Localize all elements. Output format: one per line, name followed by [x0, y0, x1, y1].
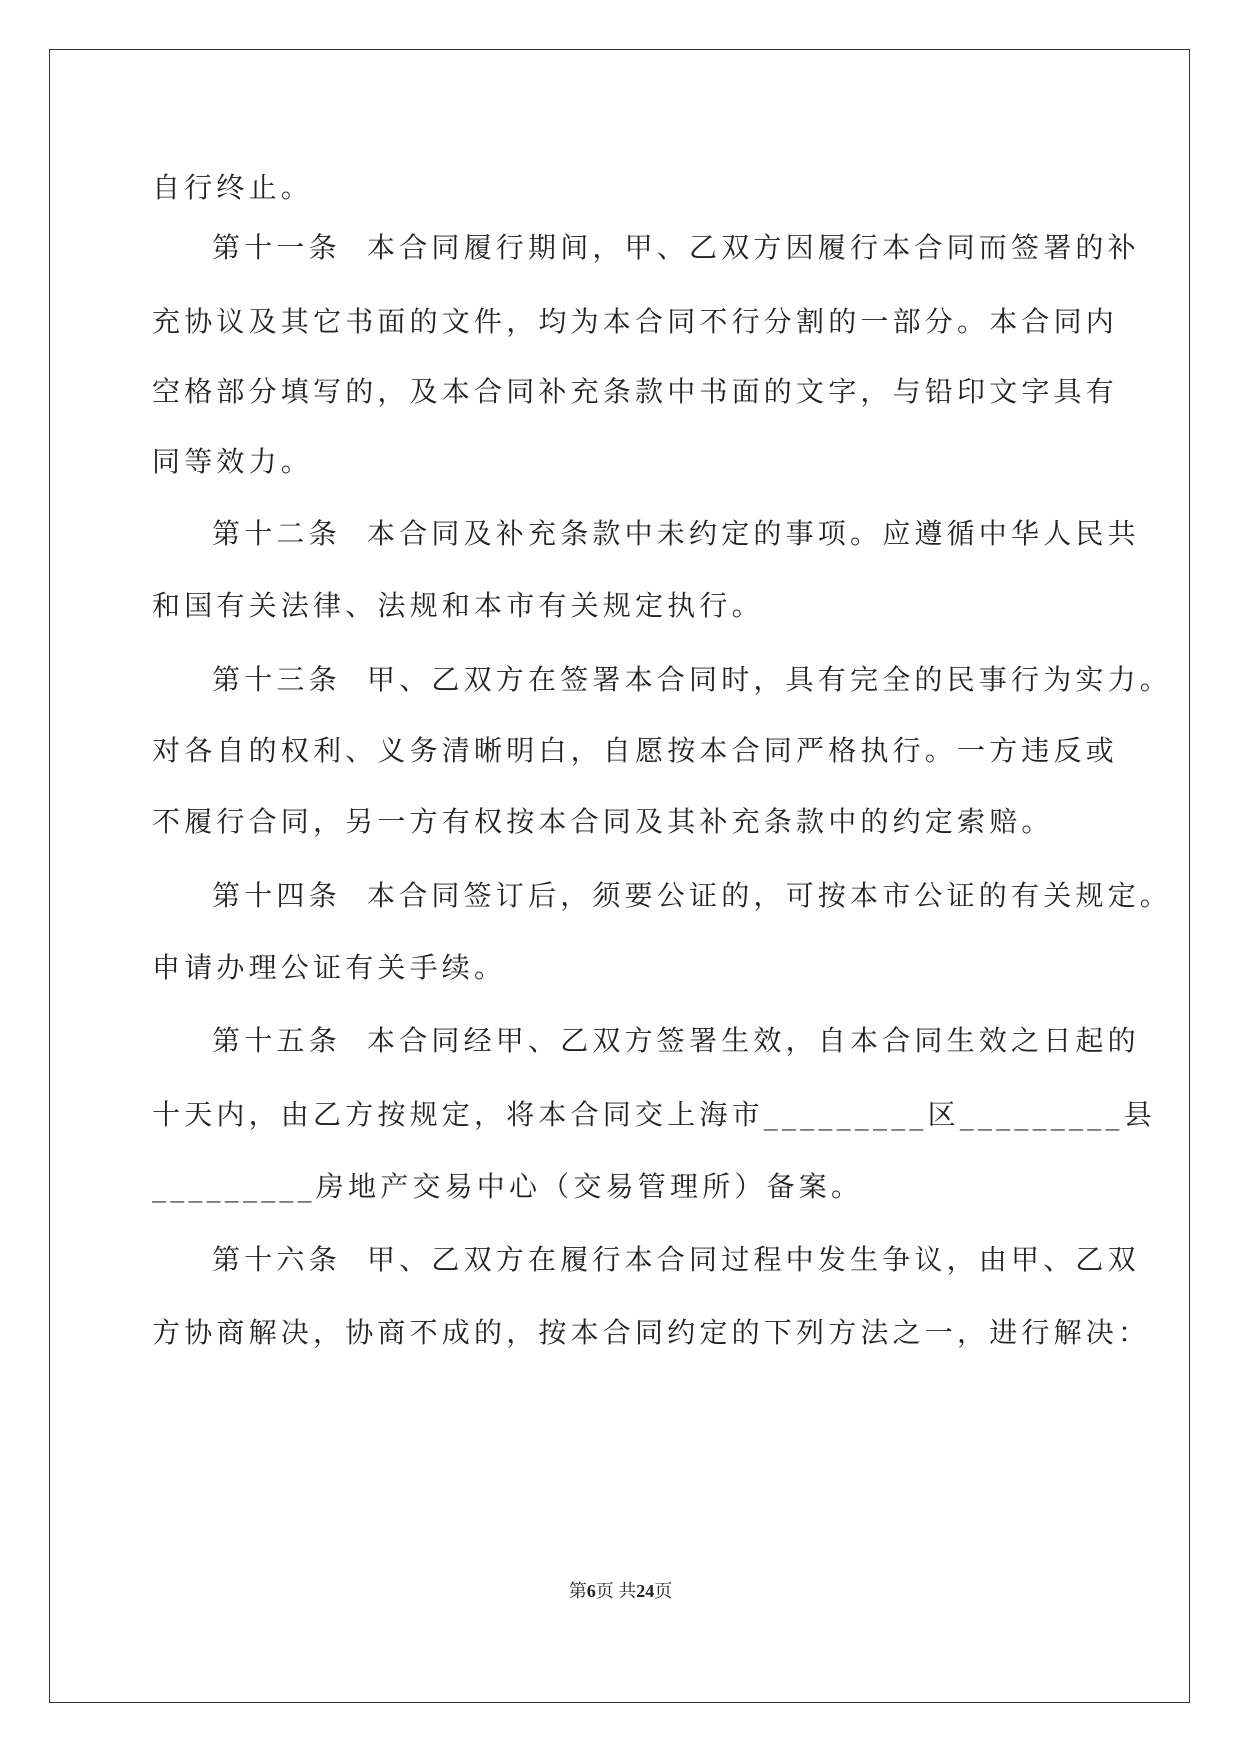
body-text-line: 十天内，由乙方按规定，将本合同交上海市_________区_________县 [152, 1098, 1156, 1131]
body-text-line: 方协商解决，协商不成的，按本合同约定的下列方法之一，进行解决： [152, 1316, 1151, 1349]
footer-prefix: 第 [568, 1581, 587, 1601]
body-text-line: 不履行合同，另一方有权按本合同及其补充条款中的约定索赔。 [152, 805, 1054, 838]
article-16-first-line: 第十六条 甲、乙双方在履行本合同过程中发生争议，由甲、乙双 [212, 1243, 1140, 1276]
current-page-number: 6 [586, 1581, 596, 1601]
body-text-line: 和国有关法律、法规和本市有关规定执行。 [152, 589, 764, 622]
footer-mid: 页 共 [595, 1581, 637, 1601]
article-15-first-line: 第十五条 本合同经甲、乙双方签署生效，自本合同生效之日起的 [212, 1024, 1140, 1057]
body-text-line: 对各自的权利、义务清晰明白，自愿按本合同严格执行。一方违反或 [152, 734, 1119, 767]
body-text-line: 同等效力。 [152, 445, 314, 478]
footer-suffix: 页 [654, 1581, 673, 1601]
body-text-line: 申请办理公证有关手续。 [152, 951, 507, 984]
article-11-first-line: 第十一条 本合同履行期间，甲、乙双方因履行本合同而签署的补 [212, 231, 1140, 264]
article-12-first-line: 第十二条 本合同及补充条款中未约定的事项。应遵循中华人民共 [212, 517, 1140, 550]
body-text-line: 充协议及其它书面的文件，均为本合同不行分割的一部分。本合同内 [152, 305, 1119, 338]
body-text-line: _________房地产交易中心（交易管理所）备案。 [152, 1170, 864, 1203]
article-13-first-line: 第十三条 甲、乙双方在签署本合同时，具有完全的民事行为实力。 [212, 663, 1173, 696]
article-14-first-line: 第十四条 本合同签订后，须要公证的，可按本市公证的有关规定。 [212, 879, 1173, 912]
body-text-line: 空格部分填写的，及本合同补充条款中书面的文字，与铅印文字具有 [152, 375, 1119, 408]
body-text-line: 自行终止。 [152, 171, 314, 204]
total-page-count: 24 [636, 1581, 655, 1601]
page-number-footer [0, 1577, 1241, 1603]
